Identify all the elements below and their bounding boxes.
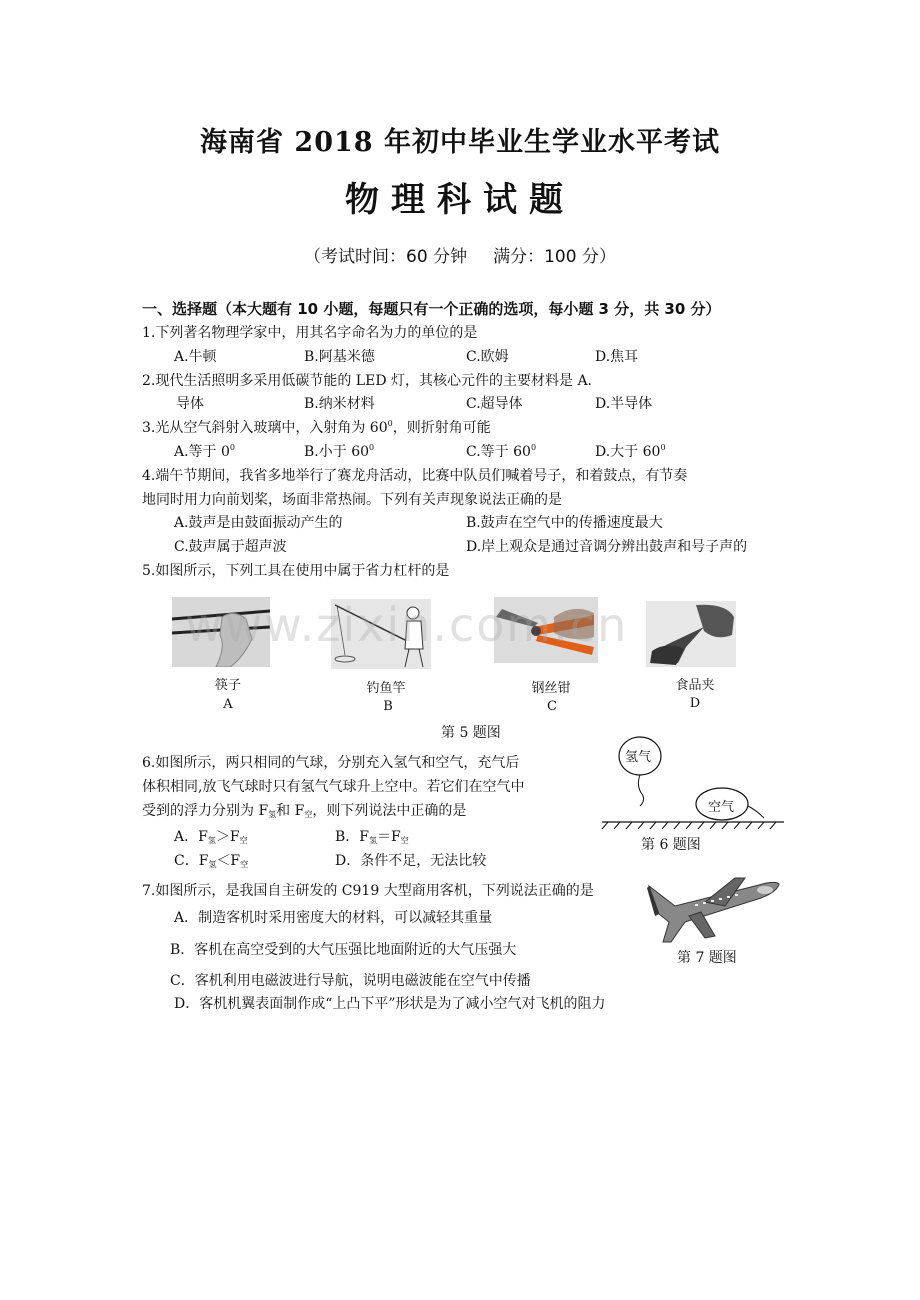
q1-option-c: C.欧姆: [466, 349, 509, 365]
q1-option-d: D.焦耳: [595, 349, 639, 365]
q4-option-a: A.鼓声是由鼓面振动产生的: [174, 515, 343, 531]
q6-figure-caption: 第 6 题图: [641, 837, 701, 853]
watermark: www.zixin.com.cn: [185, 598, 629, 652]
exam-title: 海南省 2018 年初中毕业生学业水平考试: [200, 127, 720, 158]
q4-line2: 地同时用力向前划桨，场面非常热闹。下列有关声现象说法正确的是: [142, 492, 562, 508]
balloon-hydrogen-label: 氢气: [625, 750, 652, 765]
q4-option-c: C.鼓声属于超声波: [174, 539, 287, 555]
q7-stem: 7.如图所示，是我国自主研发的 C919 大型商用客机，下列说法正确的是: [142, 883, 594, 899]
q5-item-d-name: 食品夹: [675, 678, 715, 693]
q5-item-b-name: 钓鱼竿: [366, 681, 406, 696]
q2-option-b: B.纳米材料: [304, 396, 375, 412]
q3-option-b: B.小于 $60^0$: [304, 443, 375, 460]
q3-option-d: D.大于 $60^0$: [595, 443, 666, 460]
q2-option-a: 导体: [176, 396, 204, 412]
q6-option-c: C．$F_氢<F_空$: [174, 853, 249, 869]
q7-option-a: A．制造客机时采用密度大的材料，可以减轻其重量: [174, 910, 493, 926]
q5-item-a-letter: A: [223, 697, 233, 712]
q5-item-a-name: 筷子: [214, 678, 241, 693]
q7-option-d: D．客机机翼表面制作成“上凸下平”形状是为了减小空气对飞机的阻力: [174, 996, 606, 1012]
q5-stem: 5.如图所示，下列工具在使用中属于省力杠杆的是: [142, 563, 450, 579]
exam-info: [0, 242, 920, 267]
q3-stem: 3.光从空气斜射入玻璃中，入射角为 $60^0$，则折射角可能: [142, 419, 491, 436]
balloon-air-label: 空气: [708, 800, 735, 815]
q5-item-b-letter: B: [383, 699, 393, 714]
subject-title: 物理科试题: [345, 180, 575, 220]
exam-score: 满分：100 分）: [493, 247, 616, 267]
q6-line2: 体积相同,放飞气球时只有氢气气球升上空中。若它们在空气中: [142, 779, 525, 795]
q7-figure-caption: 第 7 题图: [677, 950, 737, 966]
q2-option-d: D.半导体: [595, 396, 653, 412]
exam-time: （考试时间：60 分钟: [304, 247, 468, 267]
q3-option-c: C.等于 $60^0$: [466, 443, 537, 460]
q1-option-a: A.牛顿: [174, 349, 217, 365]
q6-line3: 受到的浮力分别为 $F_氢$和 $F_空$，则下列说法中正确的是: [142, 803, 467, 819]
q5-item-c-letter: C: [547, 699, 557, 714]
q7-option-c: C．客机利用电磁波进行导航，说明电磁波能在空气中传播: [170, 973, 531, 989]
q5-item-d-letter: D: [689, 696, 701, 711]
q6-line1: 6.如图所示，两只相同的气球，分别充入氢气和空气，充气后: [142, 755, 520, 771]
q4-line1: 4.端午节期间，我省多地举行了赛龙舟活动，比赛中队员们喊着号子，和着鼓点，有节奏: [142, 468, 688, 484]
q2-option-c: C.超导体: [466, 396, 523, 412]
q6-option-b: B．$F_氢=F_空$: [335, 829, 409, 845]
food-tongs-image: [646, 601, 736, 667]
q5-figure-caption: 第 5 题图: [441, 725, 501, 741]
q3-option-a: A.等于 $0^0$: [174, 443, 236, 460]
q4-option-b: B.鼓声在空气中的传播速度最大: [466, 515, 663, 531]
q4-option-d: D.岸上观众是通过音调分辨出鼓声和号子声的: [466, 539, 748, 555]
q2-stem: 2.现代生活照明多采用低碳节能的 LED 灯，其核心元件的主要材料是 A.: [142, 373, 593, 389]
q5-item-c-name: 钢丝钳: [531, 681, 571, 696]
q1-stem: 1.下列著名物理学家中，用其名字命名为力的单位的是: [142, 325, 478, 341]
q6-option-a: A．$F_氢>F_空$: [174, 829, 248, 845]
q7-option-b: B．客机在高空受到的大气压强比地面附近的大气压强大: [170, 942, 517, 958]
section-heading: 一、选择题（本大题有 10 小题，每题只有一个正确的选项，每小题 3 分，共 30 分）: [142, 300, 721, 318]
q1-option-b: B.阿基米德: [304, 349, 375, 365]
airplane-image: [645, 876, 781, 948]
q6-option-d: D．条件不足，无法比较: [335, 853, 487, 869]
